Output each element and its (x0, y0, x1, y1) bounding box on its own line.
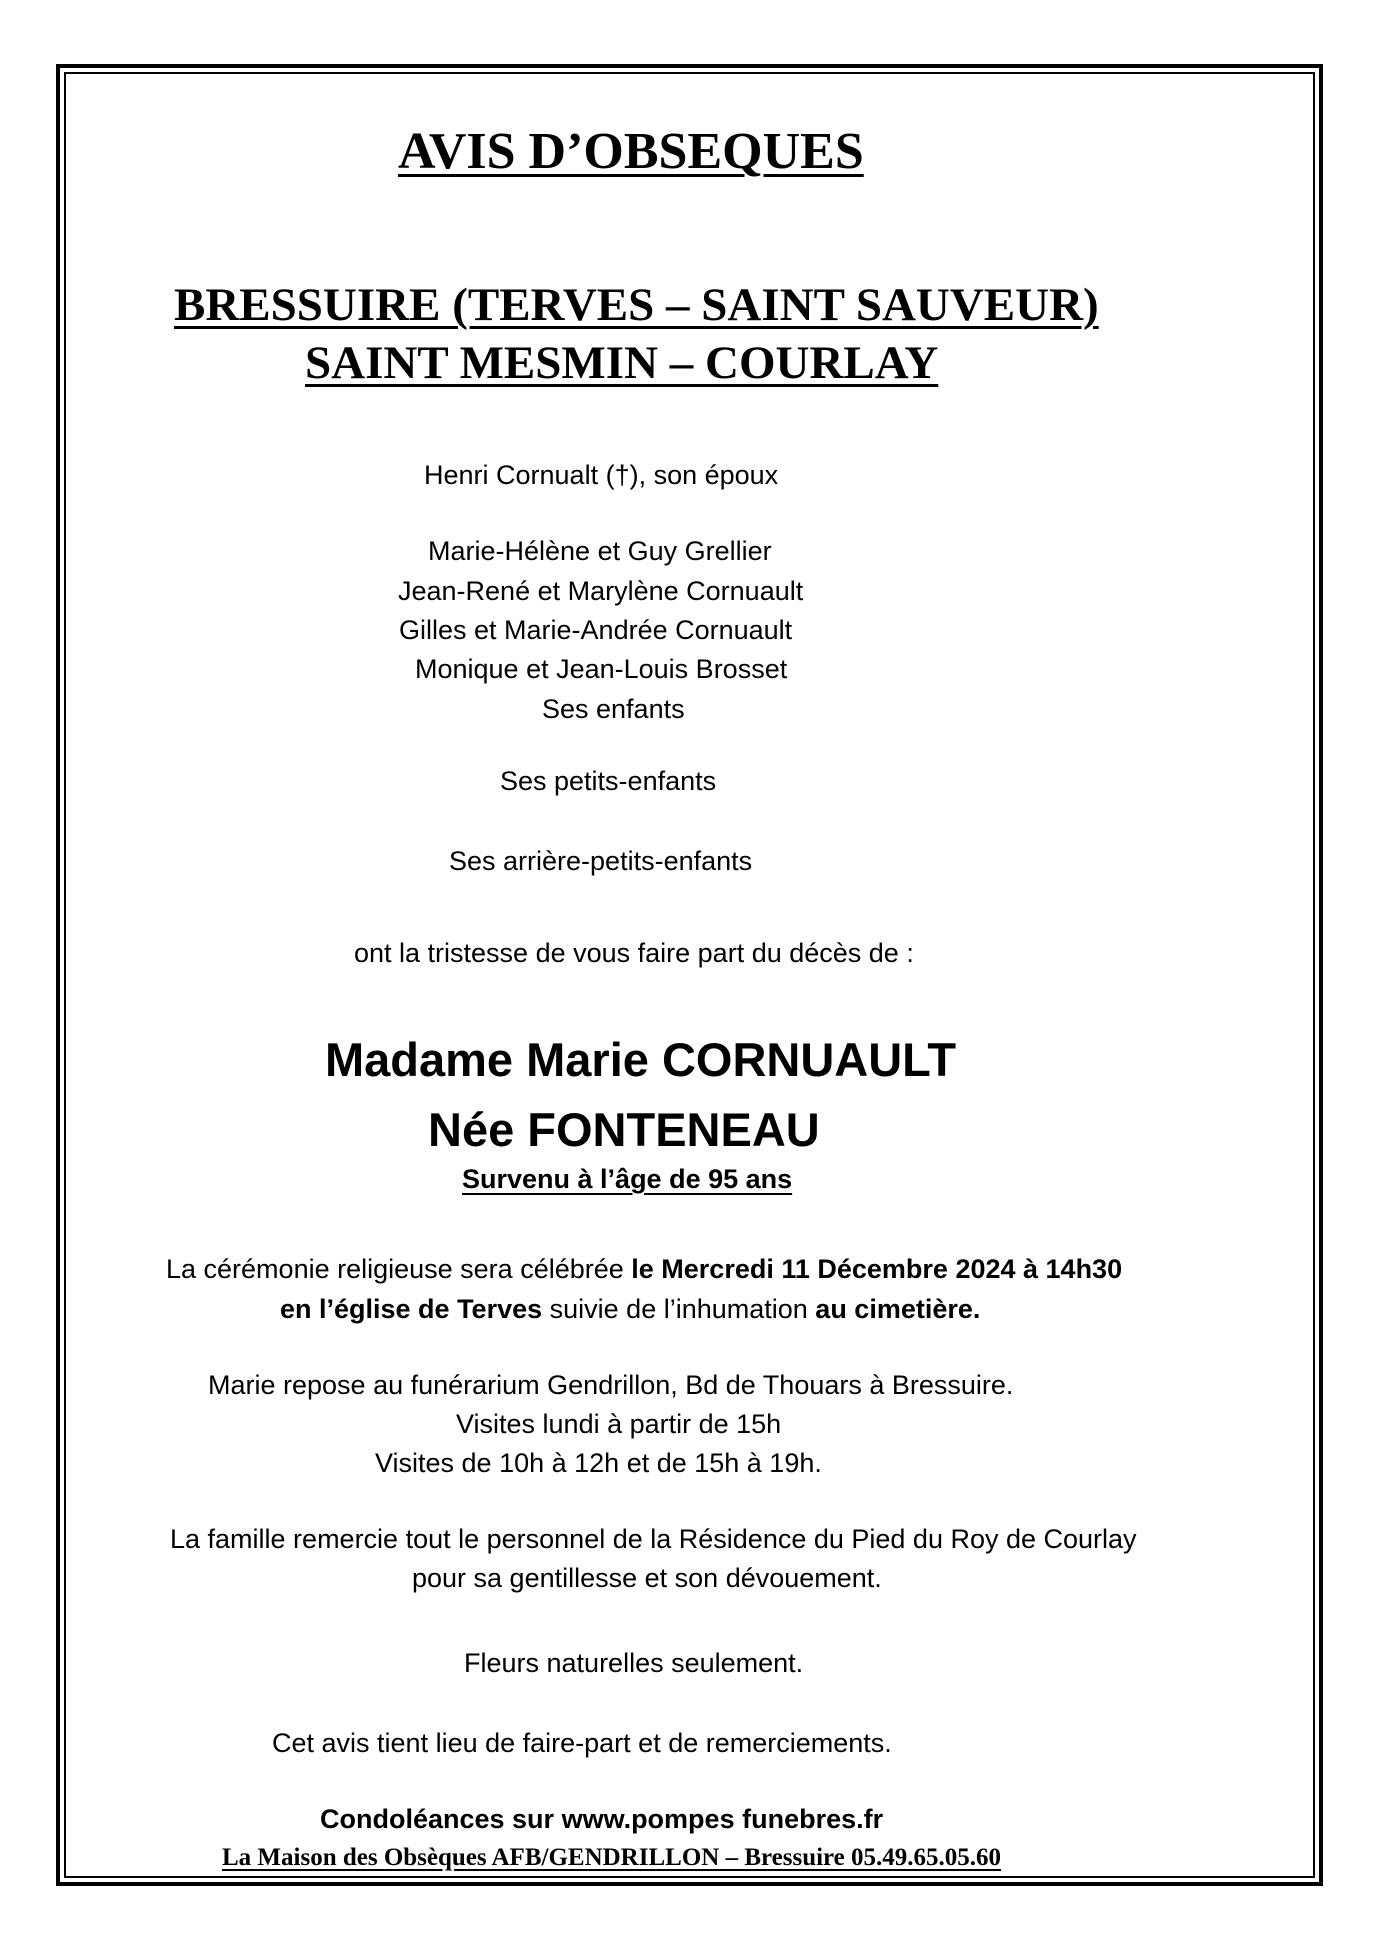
ceremony-cemetery: au cimetière. (815, 1294, 981, 1324)
repose-line-2: Visites lundi à partir de 15h (456, 1409, 782, 1439)
deceased-maiden-name: Née FONTENEAU (428, 1103, 820, 1156)
ceremony-line-1 (166, 1256, 1122, 1283)
child-line-2: Jean-René et Marylène Cornuault (398, 576, 804, 606)
announcement-line: ont la tristesse de vous faire part du décès de : (354, 938, 914, 968)
ceremony-date: le Mercredi 11 Décembre 2024 à 14h30 (631, 1254, 1123, 1284)
flowers-line: Fleurs naturelles seulement. (464, 1648, 804, 1678)
deceased-age: Survenu à l’âge de 95 ans (462, 1164, 793, 1194)
notice-title: AVIS D’OBSEQUES (398, 123, 864, 180)
great-grandchildren-line: Ses arrière-petits-enfants (449, 846, 753, 876)
spouse-line: Henri Cornualt (†), son époux (424, 460, 779, 490)
ceremony-church: en l’église de Terves (280, 1294, 543, 1324)
thanks-line-2: pour sa gentillesse et son dévouement. (412, 1563, 882, 1593)
deceased-name: Madame Marie CORNUAULT (325, 1033, 957, 1086)
grandchildren-line: Ses petits-enfants (500, 766, 717, 796)
child-line-4: Monique et Jean-Louis Brosset (415, 654, 788, 684)
condolences-line: Condoléances sur www.pompes funebres.fr (320, 1804, 884, 1834)
ceremony-line-2 (280, 1296, 980, 1323)
location-line-2: SAINT MESMIN – COURLAY (305, 337, 939, 389)
notice-line: Cet avis tient lieu de faire-part et de remerciements. (272, 1728, 892, 1758)
funeral-home-footer: La Maison des Obsèques AFB/GENDRILLON – Bressuire 05.49.65.05.60 (222, 1844, 1002, 1871)
location-line-1: BRESSUIRE (TERVES – SAINT SAUVEUR) (174, 279, 1099, 331)
child-line-1: Marie-Hélène et Guy Grellier (428, 536, 772, 566)
children-label: Ses enfants (542, 694, 685, 724)
ceremony-mid: suivie de l’inhumation (542, 1294, 816, 1324)
thanks-line-1: La famille remercie tout le personnel de la Résidence du Pied du Roy de Courlay (170, 1524, 1137, 1554)
repose-line-1: Marie repose au funérarium Gendrillon, Bd de Thouars à Bressuire. (208, 1370, 1014, 1400)
child-line-3: Gilles et Marie-Andrée Cornuault (399, 615, 793, 645)
ceremony-prefix: La cérémonie religieuse sera célébrée (166, 1254, 632, 1284)
repose-line-3: Visites de 10h à 12h et de 15h à 19h. (375, 1448, 822, 1478)
